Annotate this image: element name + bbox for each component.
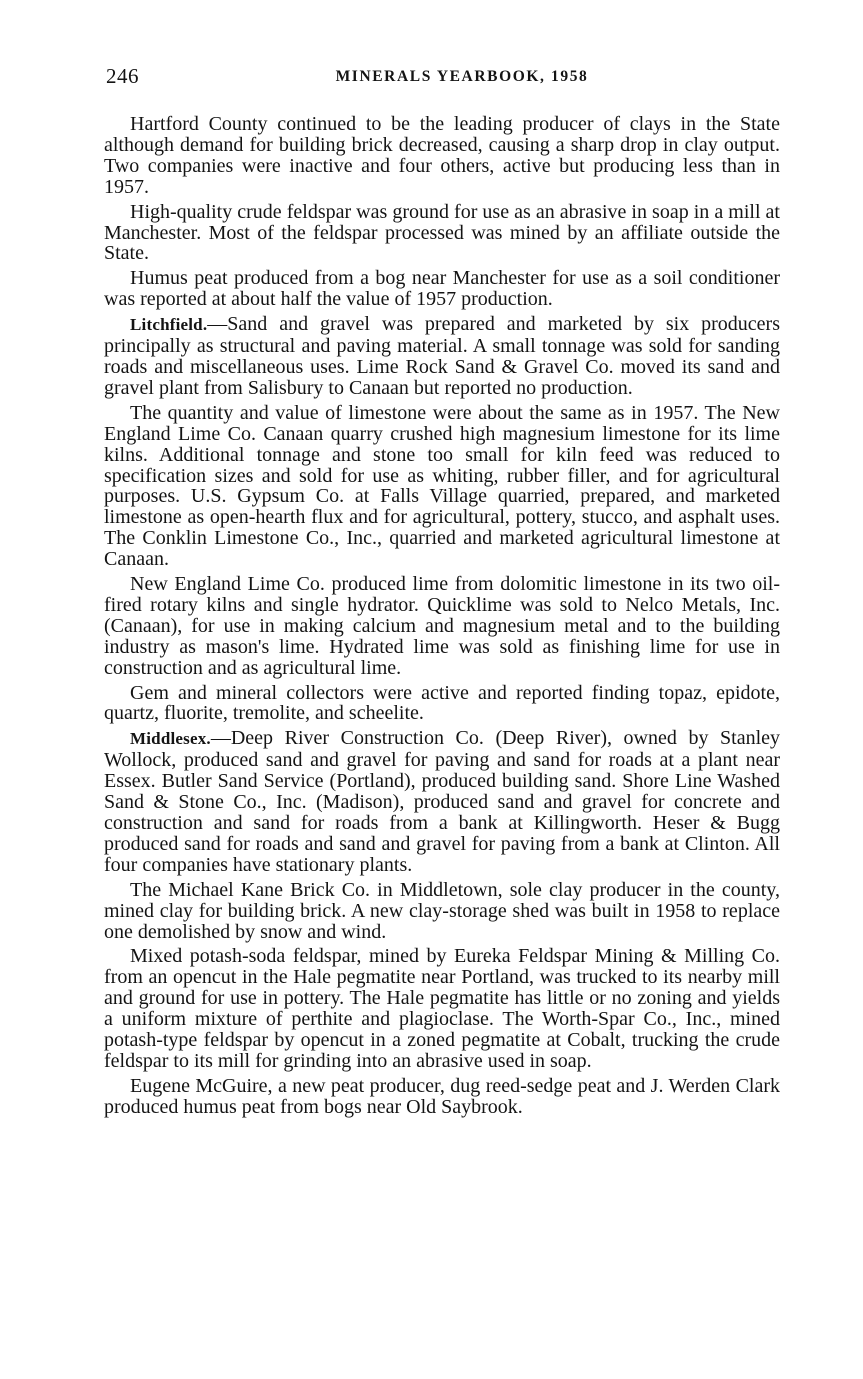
running-header — [104, 58, 780, 98]
paragraph — [104, 574, 780, 679]
paragraph-text: The quantity and value of limestone were about the same as in 1957. The New England Lime Co. Canaan quarry crushed high magnesium limestone for its lime kilns. Additional tonnage and stone too small for kiln feed was reduced to specification sizes and sold for use as whiting, rubber filler, and for agricultural purposes. U.S. Gypsum Co. at Falls Village quarried, prepared, and marketed limestone as open-hearth flux and for agricultural, pottery, stucco, and asphalt uses. The Conklin Limestone Co., Inc., quarried and marketed agricultural limestone at Canaan. — [104, 401, 780, 571]
section-heading-middlesex: Middlesex. — [130, 729, 211, 749]
paragraph-text: —Deep River Construction Co. (Deep River), owned by Stanley Wollock, produced sand and gravel for paving and sand for roads at a plant near Essex. Butler Sand Service (Portland), produced building sand. Shore Line Washed Sand & Stone Co., Inc. (Madison), produced sand and gravel for concrete and construction and sand for roads from a bank at Killingworth. Heser & Bugg produced sand for roads and sand and gravel for paving from a bank at Clinton. All four companies have stationary plants. — [104, 727, 780, 876]
paragraph-text: Mixed potash-soda feldspar, mined by Eureka Feldspar Mining & Milling Co. from an opencut in the Hale pegmatite near Portland, was trucked to its nearby mill and ground for use in pottery. The Hale pegmatite has little or no zoning and yields a uniform mixture of perthite and plagioclase. The Worth-Spar Co., Inc., mined potash-type feldspar by opencut in a zoned pegmatite at Cobalt, trucking the crude feldspar to its mill for grinding into an abrasive used in soap. — [104, 945, 780, 1072]
paragraph — [104, 114, 780, 198]
page-number: 246 — [106, 64, 139, 88]
paragraph — [104, 268, 780, 310]
paragraph-text: —Sand and gravel was prepared and marketed by six producers principally as structural and paving material. A small tonnage was sold for sanding roads and miscellaneous uses. Lime Rock Sand & Gravel Co. moved its sand and gravel plant from Salisbury to Canaan but reported no production. — [104, 313, 780, 399]
paragraph-text: Humus peat produced from a bog near Manchester for use as a soil conditioner was reported at about half the value of 1957 production. — [104, 267, 780, 311]
paragraph-text: Gem and mineral collectors were active and reported finding topaz, epidote, quartz, fluorite, tremolite, and scheelite. — [104, 681, 780, 725]
paragraph — [104, 314, 780, 399]
document-page — [104, 58, 780, 1122]
paragraph — [104, 202, 780, 265]
section-heading-litchfield: Litchfield. — [130, 315, 208, 335]
paragraph-text: New England Lime Co. produced lime from dolomitic limestone in its two oil-fired rotary kilns and single hydrator. Quicklime was sold to Nelco Metals, Inc. (Canaan), for use in making calcium and magnesium metal and to the building industry as mason's lime. Hydrated lime was sold as finishing lime for use in construction and as agricultural lime. — [104, 573, 780, 679]
paragraph — [104, 728, 780, 875]
paragraph-text: High-quality crude feldspar was ground for use as an abrasive in soap in a mill at Manchester. Most of the feldspar processed was mined by an affiliate outside the State. — [104, 200, 780, 265]
paragraph — [104, 683, 780, 725]
paragraph-text: The Michael Kane Brick Co. in Middletown, sole clay producer in the county, mined clay for building brick. A new clay-storage shed was built in 1958 to replace one demolished by snow and wind. — [104, 878, 780, 943]
body-text — [104, 114, 780, 1118]
paragraph-text: Hartford County continued to be the leading producer of clays in the State although demand for building brick decreased, causing a sharp drop in clay output. Two companies were inactive and four others, active but producing less than in 1957. — [104, 113, 780, 198]
paragraph — [104, 946, 780, 1071]
paragraph-text: Eugene McGuire, a new peat producer, dug reed-sedge peat and J. Werden Clark produced humus peat from bogs near Old Saybrook. — [104, 1074, 780, 1118]
paragraph — [104, 880, 780, 943]
paragraph — [104, 1076, 780, 1118]
paragraph — [104, 403, 780, 570]
running-title: MINERALS YEARBOOK, 1958 — [335, 68, 589, 85]
